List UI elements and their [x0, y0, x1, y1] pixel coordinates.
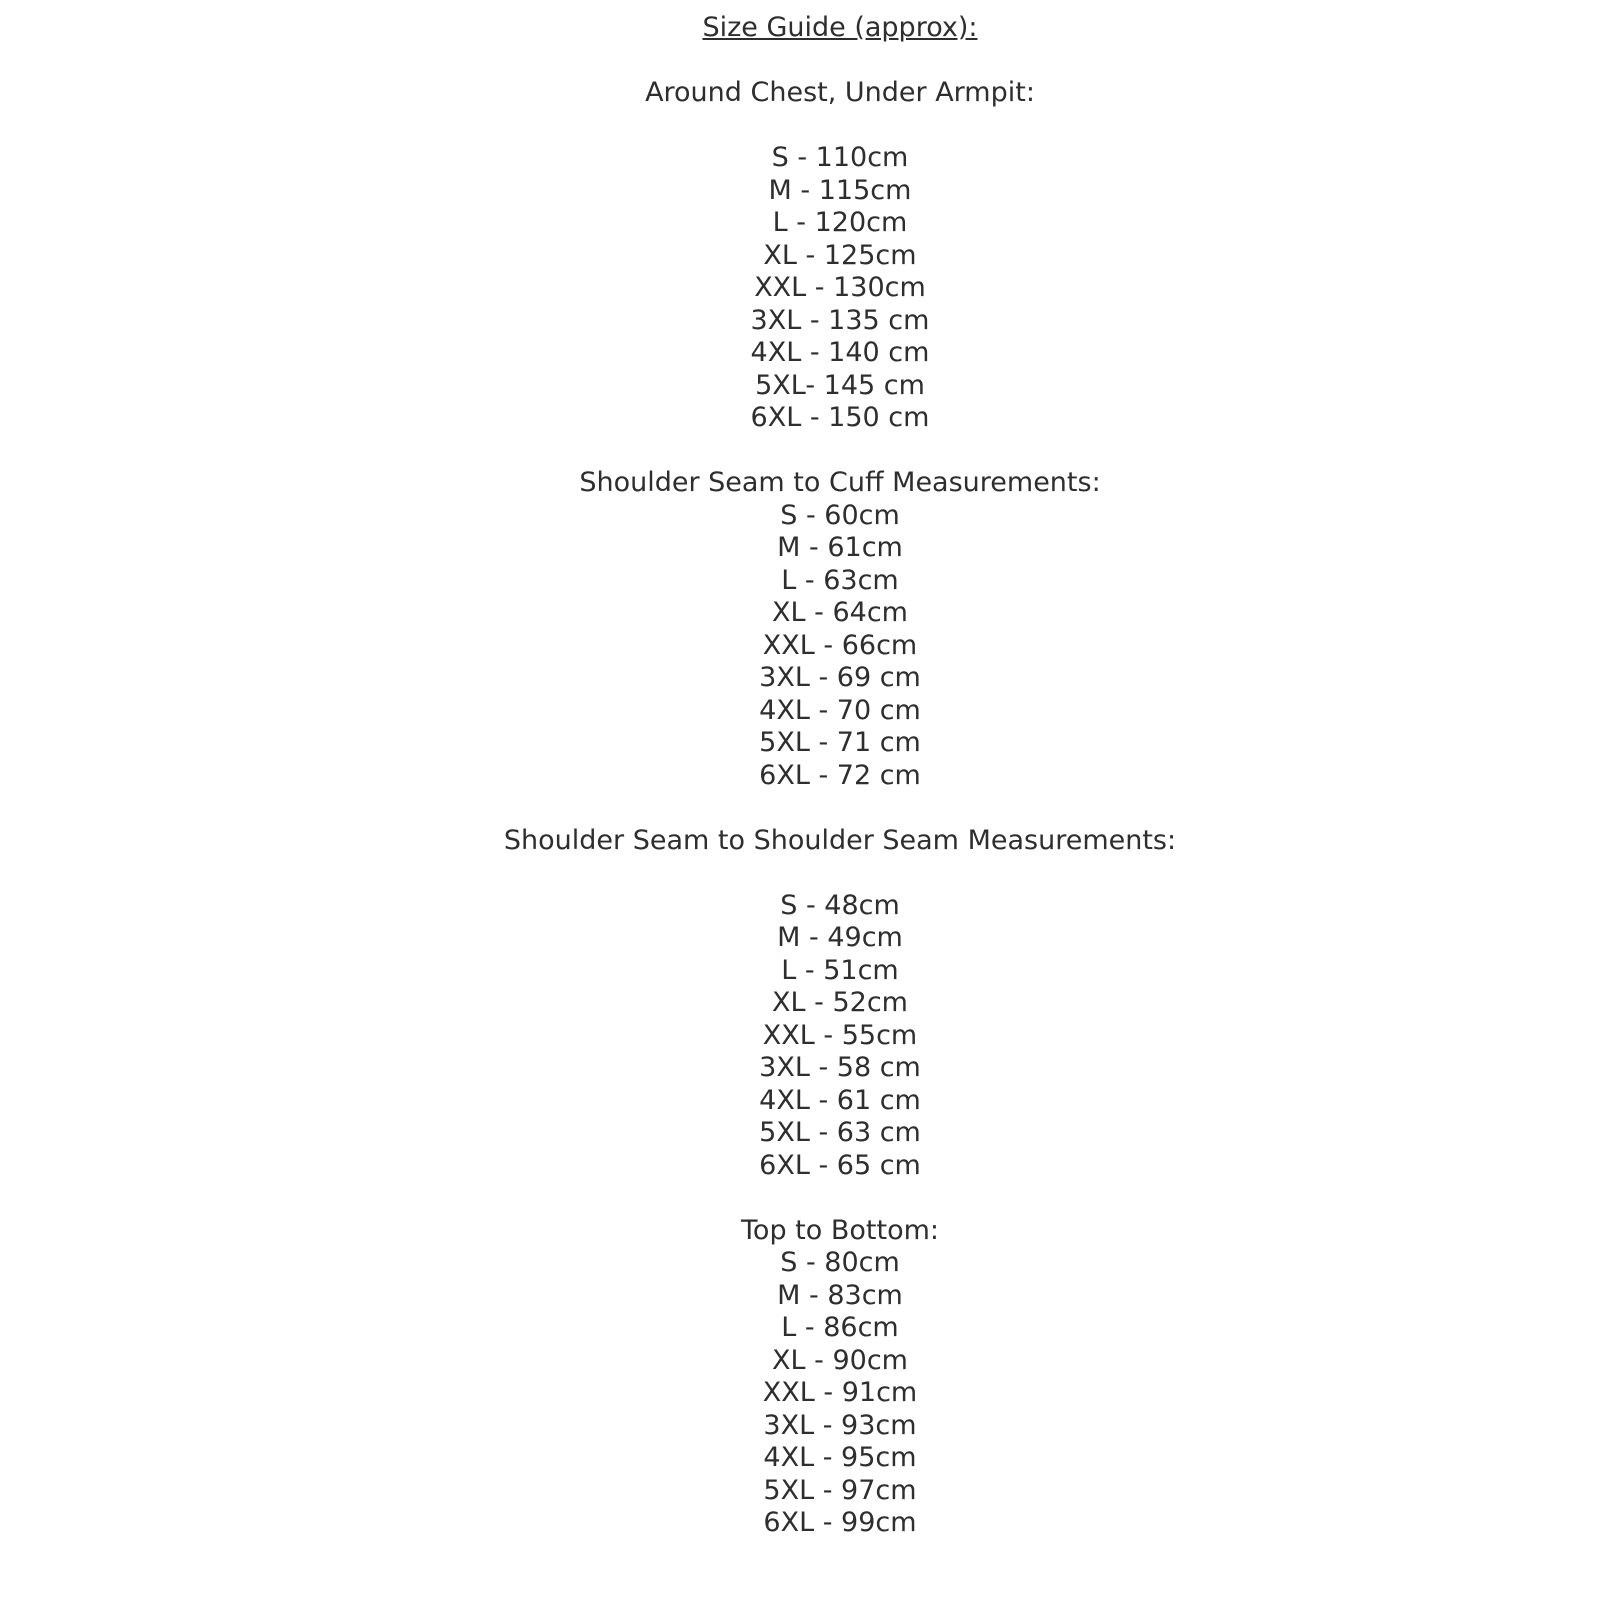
size-row: 3XL - 135 cm: [750, 304, 930, 336]
size-sections: [80, 77, 1600, 1540]
size-row: M - 115cm: [768, 174, 912, 206]
section-heading: Top to Bottom:: [741, 1214, 939, 1246]
size-row: 6XL - 65 cm: [759, 1149, 921, 1181]
size-row: S - 60cm: [780, 499, 900, 531]
size-row: S - 110cm: [771, 142, 909, 173]
size-list: [80, 500, 1600, 793]
size-row: M - 83cm: [777, 1279, 903, 1311]
size-row: S - 80cm: [780, 1247, 900, 1278]
size-row: M - 49cm: [777, 922, 903, 953]
size-row: 3XL - 69 cm: [759, 662, 921, 693]
section-heading: Shoulder Seam to Cuff Measurements:: [579, 467, 1101, 498]
size-section: [80, 825, 1600, 1183]
size-row: L - 51cm: [781, 954, 899, 986]
size-row: XL - 90cm: [772, 1344, 908, 1376]
size-row: S - 48cm: [780, 889, 900, 921]
size-section: [80, 77, 1600, 435]
size-row: 4XL - 70 cm: [759, 694, 921, 726]
size-row: 6XL - 99cm: [763, 1507, 917, 1538]
size-row: XL - 64cm: [772, 597, 908, 628]
size-row: XL - 125cm: [763, 239, 917, 271]
size-row: 6XL - 150 cm: [750, 402, 930, 433]
size-row: 3XL - 58 cm: [759, 1052, 921, 1083]
size-list: [80, 890, 1600, 1183]
size-list: [80, 142, 1600, 435]
size-row: L - 120cm: [772, 207, 908, 238]
size-row: 5XL - 97cm: [763, 1474, 917, 1506]
size-row: XXL - 91cm: [762, 1377, 918, 1408]
size-row: 4XL - 61 cm: [759, 1084, 921, 1116]
size-row: 5XL - 63 cm: [759, 1117, 921, 1148]
size-section: [80, 1215, 1600, 1540]
size-row: XL - 52cm: [772, 987, 908, 1018]
size-row: M - 61cm: [777, 532, 903, 563]
size-row: 5XL - 71 cm: [759, 727, 921, 758]
size-row: XXL - 130cm: [754, 272, 926, 303]
size-list: [80, 1247, 1600, 1540]
size-row: 5XL- 145 cm: [755, 369, 925, 401]
size-row: 3XL - 93cm: [763, 1409, 917, 1441]
size-section: [80, 467, 1600, 792]
size-row: 4XL - 95cm: [763, 1442, 917, 1473]
size-row: 6XL - 72 cm: [759, 759, 921, 791]
section-heading: Around Chest, Under Armpit:: [645, 77, 1035, 108]
size-row: 4XL - 140 cm: [750, 337, 930, 368]
size-row: L - 86cm: [781, 1312, 899, 1343]
section-heading: Shoulder Seam to Shoulder Seam Measurements:: [503, 824, 1177, 856]
size-row: L - 63cm: [781, 564, 899, 596]
size-row: XXL - 55cm: [762, 1019, 918, 1051]
page-title: Size Guide (approx):: [702, 12, 978, 43]
size-row: XXL - 66cm: [762, 629, 918, 661]
